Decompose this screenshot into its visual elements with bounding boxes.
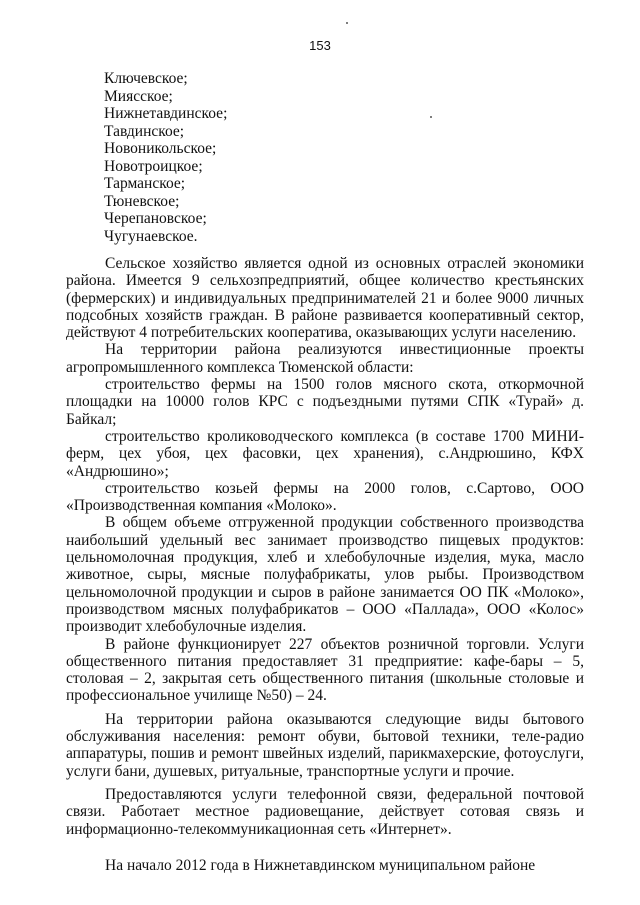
settlement-list [104, 70, 227, 245]
list-item: Новоникольское; [104, 140, 217, 157]
list-item: Миясское; [104, 87, 173, 105]
list-item: Нижнетавдинское; [104, 105, 228, 122]
paragraph-consumer-services: На территории района оказываются следующие виды бытового обслуживания населения: ремонт обуви, бытовой техники, теле-радио аппаратуры, пошив и ремонт швейных изделий, парикмахерские, фотоуслуги, услуги бани, душевых, ритуальные, транспортные услуги и прочие. [66, 710, 584, 780]
paragraph-goat-farm: строительство козьей фермы на 2000 голов, с.Сартово, ООО «Производственная компания «Молоко». [66, 479, 584, 515]
scan-speck [430, 116, 432, 118]
page-number: 153 [309, 38, 331, 53]
list-item: Тарманское; [104, 175, 186, 192]
paragraph-investment-projects: На территории района реализуются инвестиционные проекты агропромышленного комплекса Тюменской области: [66, 341, 584, 376]
paragraph-cattle-farm: строительство фермы на 1500 голов мясного скота, откормочной площадки на 10000 голов КРС с подъездными путями СПК «Турай» д. Байкал; [66, 376, 584, 428]
list-item: Тюневское; [104, 192, 180, 210]
list-item: Чугунаевское. [104, 227, 198, 245]
body-text [66, 255, 584, 874]
list-item: Тавдинское; [104, 122, 185, 140]
list-item: Новотроицкое; [104, 157, 203, 175]
paragraph-communications: Предоставляются услуги телефонной связи, федеральной почтовой связи. Работает местное радиовещание, действует сотовая связь и информационно-телекоммуникационная сеть «Интернет». [66, 785, 584, 838]
paragraph-rabbit-complex: строительство кролиководческого комплекса (в составе 1700 МИНИ-ферм, цех убоя, цех фасовки, цех хранения), с.Андрюшино, КФХ «Андрюшино»; [66, 427, 584, 480]
list-item: Черепановское; [104, 210, 207, 227]
paragraph-food-production: В общем объеме отгруженной продукции собственного производства наибольший удельный вес занимает производство пищевых продуктов: цельномолочная продукция, хлеб и хлебобулочные изделия, мука, масло животное, сыры, мясные полуфабрикаты, улов рыбы. Производством цельномолочной продукции и сыров в районе занимается ОО ПК «Молоко», производством мясных полуфабрикатов – ООО «Паллада», ООО «Колос» производит хлебобулочные изделия. [66, 514, 584, 636]
paragraph-population-start: На начало 2012 года в Нижнетавдинском муниципальном районе [105, 856, 536, 874]
paragraph-agriculture: Сельское хозяйство является одной из основных отраслей экономики района. Имеется 9 сельхозпредприятий, общее количество крестьянских (фермерских) и индивидуальных предпринимателей 21 и более 9000 личных подсобных хозяйств граждан. В районе развивается кооперативный сектор, действуют 4 потребительских кооператива, оказывающих услуги населению. [66, 255, 584, 342]
scan-speck [346, 22, 348, 24]
paragraph-retail-catering: В районе функционирует 227 объектов розничной торговли. Услуги общественного питания предоставляет 31 предприятие: кафе-бары – 5, столовая – 2, закрытая сеть общественного питания (школьные столовые и профессиональное училище №50) – 24. [66, 635, 584, 705]
list-item: Ключевское; [104, 70, 188, 87]
